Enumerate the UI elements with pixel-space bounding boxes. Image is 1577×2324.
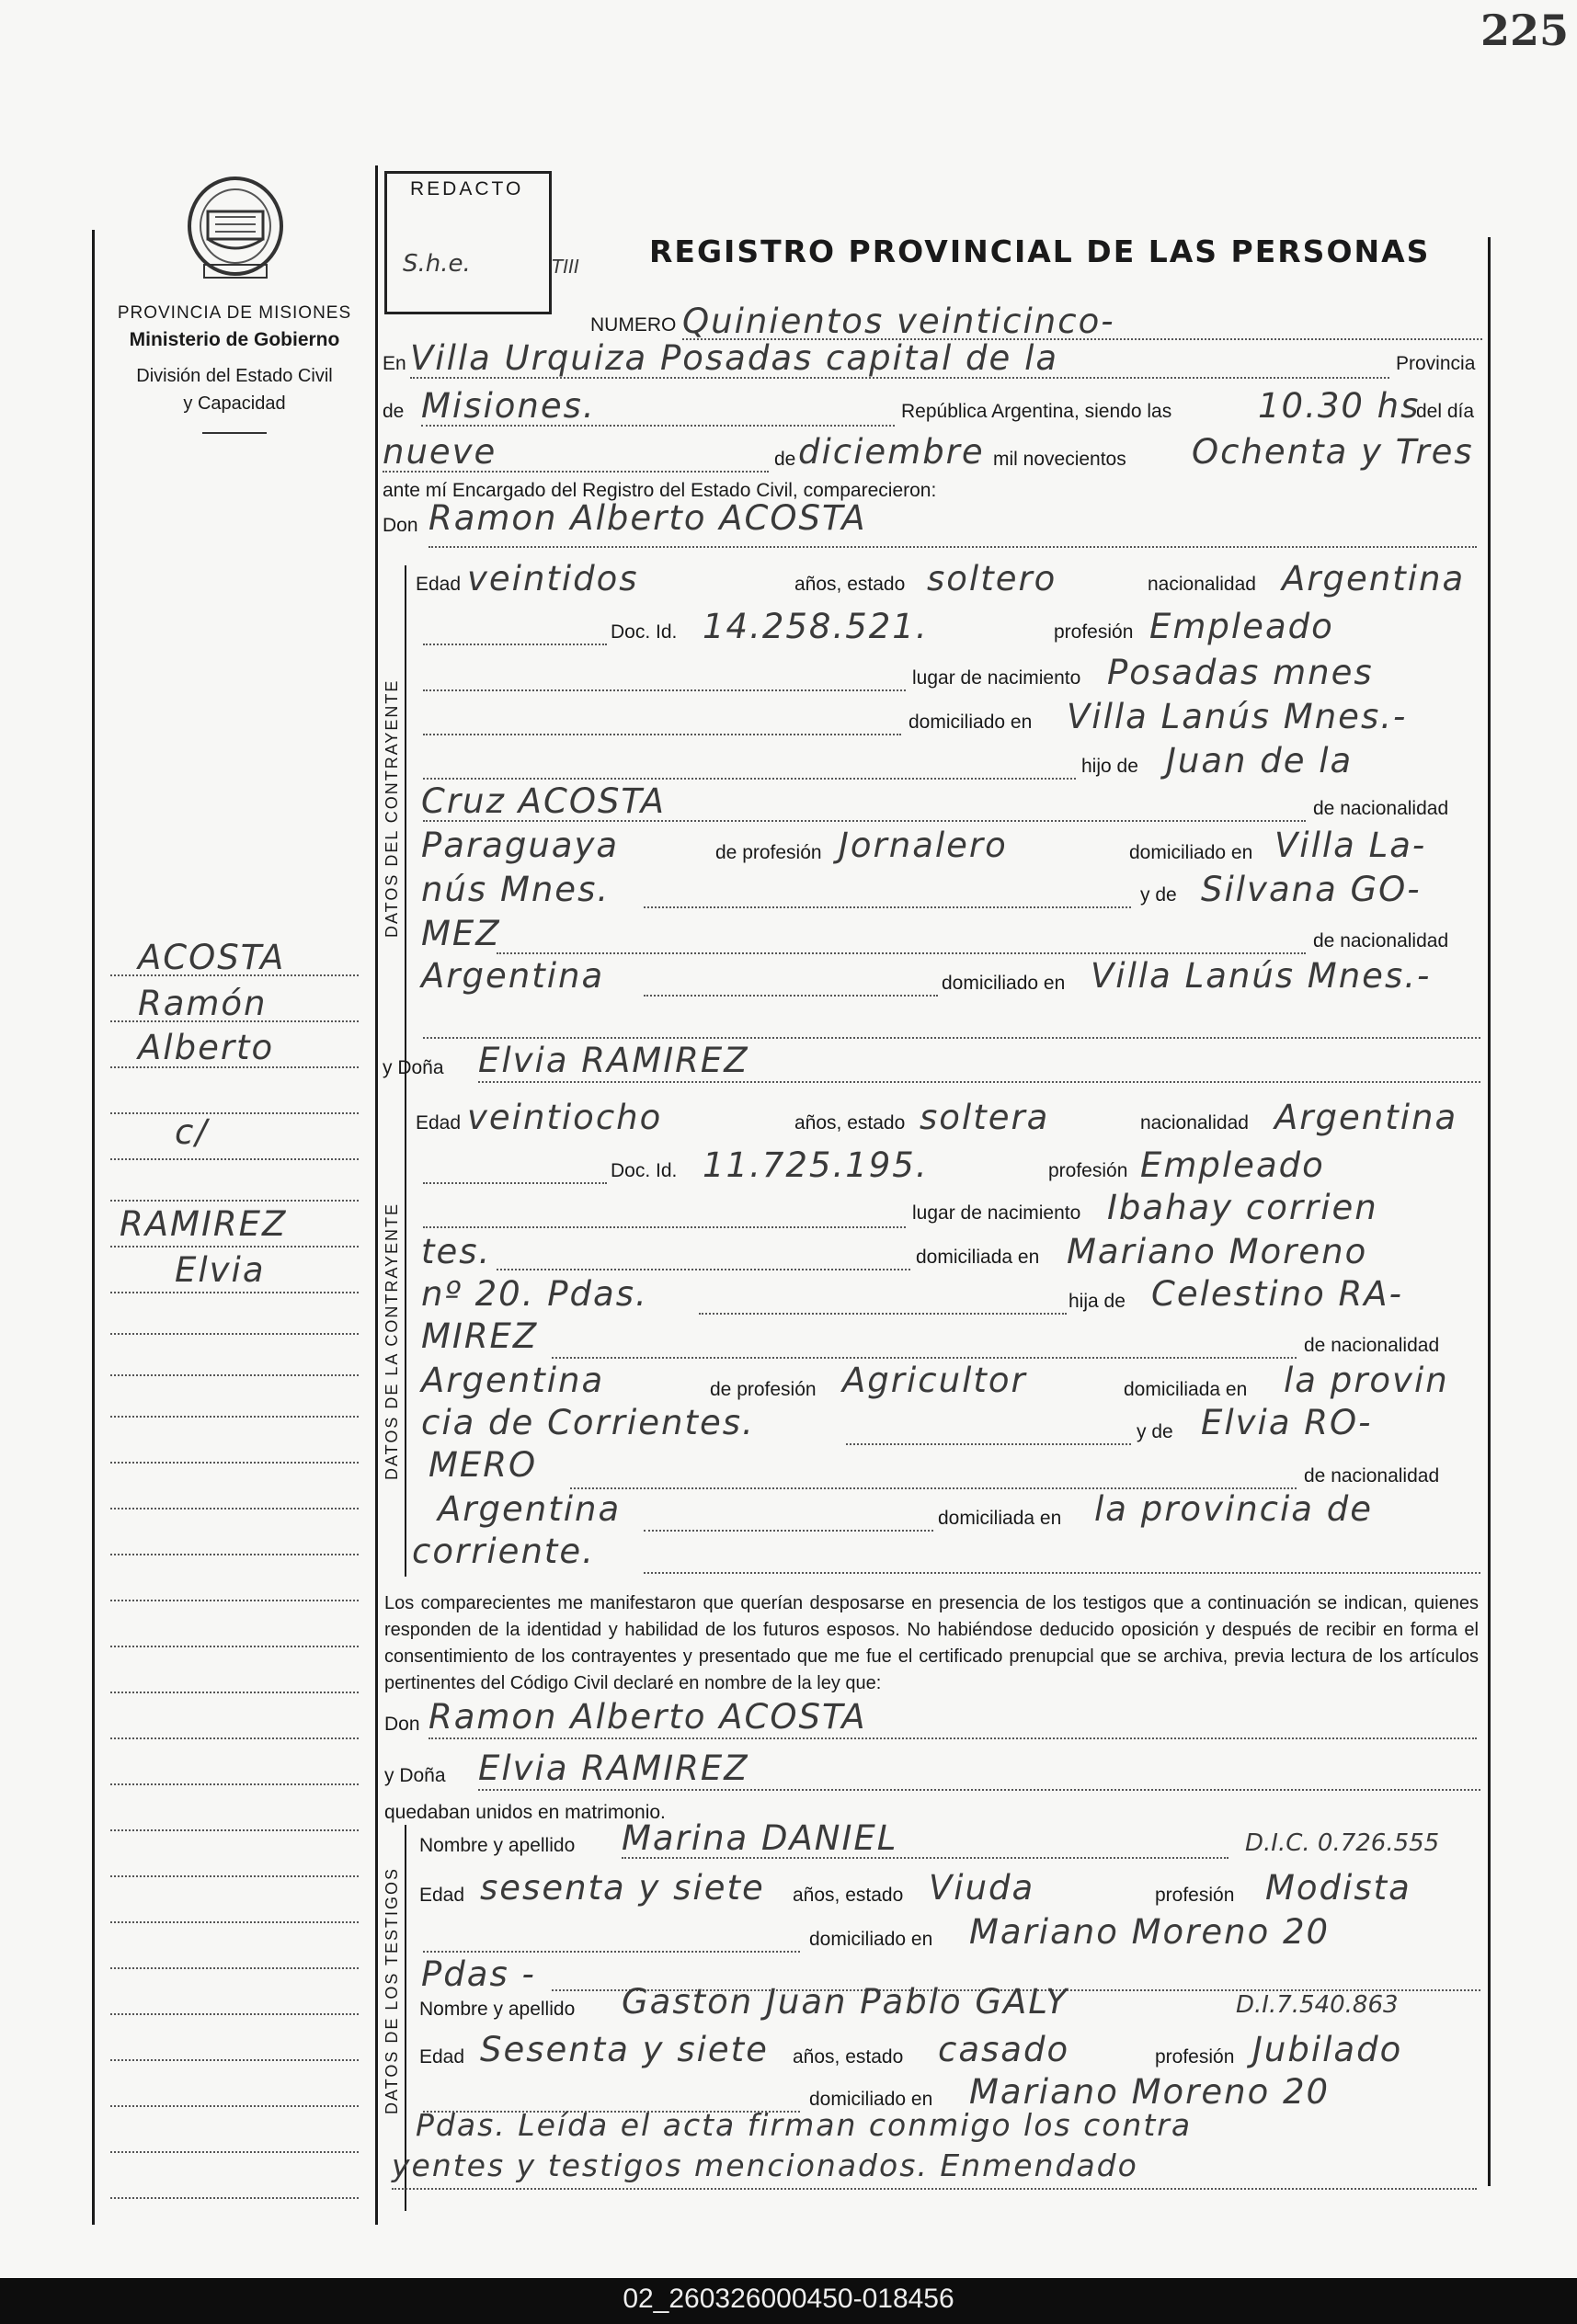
page-title: REGISTRO PROVINCIAL DE LAS PERSONAS bbox=[649, 234, 1431, 269]
w1-edad: sesenta y siete bbox=[480, 1868, 765, 1908]
don-label: Don bbox=[383, 515, 418, 536]
w1-name-rule bbox=[622, 1857, 1228, 1859]
groom-prof-label: profesión bbox=[1054, 621, 1134, 643]
decl-dona-label: y Doña bbox=[384, 1765, 446, 1786]
mil-label: mil novecientos bbox=[993, 449, 1126, 470]
groom-madre-domic-label: domiciliado en bbox=[942, 973, 1066, 994]
declaration-paragraph: Los comparecientes me manifestaron que querían desposarse en presencia de los testigos que a continuación se indican, quienes responden de la identidad y habilidad de los futuros esposos. No habiéndose deducido oposición y después de recibir en forma el consentimiento de los contrayentes y presentado que me fue el certificado prenupcial que se archiva, previa lectura de los artículos pertinentes del Código Civil declaré en nombre de la ley que: bbox=[384, 1593, 1479, 1693]
w2-prof-label: profesión bbox=[1155, 2046, 1235, 2068]
margin-bride-surname: RAMIREZ bbox=[120, 1204, 288, 1244]
bride-hija-label: hija de bbox=[1068, 1291, 1126, 1312]
groom-padre-rule bbox=[423, 820, 1306, 822]
bride-dona-value: Elvia RAMIREZ bbox=[478, 1041, 749, 1080]
division-label-1: División del Estado Civil bbox=[136, 366, 333, 386]
bride-end-rule bbox=[644, 1572, 1480, 1574]
bride-padre-prof: Agricultor bbox=[842, 1361, 1027, 1400]
bride-padre-prof-label: de profesión bbox=[710, 1379, 817, 1400]
bride-section-label: DATOS DE LA CONTRAYENTE bbox=[383, 1202, 401, 1480]
bride-padre-domic1: la provin bbox=[1284, 1361, 1449, 1400]
groom-prof-value: Empleado bbox=[1149, 607, 1334, 646]
w2-domic: Mariano Moreno 20 bbox=[969, 2072, 1331, 2112]
w1-domic-rule bbox=[423, 1951, 800, 1953]
w1-domic2: Pdas - bbox=[421, 1954, 536, 1994]
w2-domic-label: domiciliado en bbox=[809, 2089, 933, 2110]
header-divider bbox=[202, 432, 267, 434]
groom-madre-value2: MEZ bbox=[421, 914, 501, 953]
groom-lugar-rule bbox=[423, 689, 906, 691]
redacto-label: REDACTO bbox=[410, 178, 524, 199]
bride-lugar-rule bbox=[423, 1226, 906, 1228]
groom-hijo-rule bbox=[423, 778, 1076, 780]
groom-madre-value1: Silvana GO- bbox=[1201, 870, 1422, 909]
decl-dona-value: Elvia RAMIREZ bbox=[478, 1749, 749, 1788]
w2-name: Gaston Juan Pablo GALY bbox=[622, 1982, 1069, 2022]
ante-text: ante mí Encargado del Registro del Estado Civil, comparecieron: bbox=[383, 480, 937, 501]
redacto-initials: S.h.e. bbox=[403, 250, 471, 278]
bride-dona-rule bbox=[478, 1081, 1480, 1083]
page-number: 225 bbox=[1480, 6, 1570, 55]
closing-rule bbox=[392, 2188, 1477, 2190]
groom-nac-value: Argentina bbox=[1282, 559, 1466, 598]
bride-hija-rule bbox=[699, 1313, 1067, 1315]
bride-domic-rule bbox=[497, 1269, 910, 1270]
groom-ydemadre-rule bbox=[644, 906, 1131, 908]
groom-madre-rule bbox=[497, 952, 1306, 954]
groom-nac-label: nacionalidad bbox=[1148, 574, 1256, 595]
groom-edad-label: Edad bbox=[416, 574, 462, 595]
dia-rule bbox=[383, 471, 769, 473]
groom-anios-label: años, estado bbox=[794, 574, 906, 595]
groom-doc-value: 14.258.521. bbox=[703, 607, 929, 646]
division-label-2: y Capacidad bbox=[183, 393, 286, 414]
w2-edad: Sesenta y siete bbox=[480, 2030, 769, 2069]
w1-edad-label: Edad bbox=[419, 1885, 465, 1906]
left-margin-rule bbox=[92, 230, 95, 2225]
bride-madre-value1: Elvia RO- bbox=[1201, 1403, 1373, 1442]
bride-madre-domic1: la provincia de bbox=[1094, 1489, 1373, 1529]
don-rule bbox=[429, 546, 1477, 548]
groom-padre-value2: Cruz ACOSTA bbox=[421, 781, 666, 821]
bride-padre-domic2: cia de Corrientes. bbox=[421, 1403, 755, 1442]
groom-domic-rule bbox=[423, 734, 901, 735]
bride-estado-value: soltera bbox=[920, 1098, 1050, 1137]
groom-edad-value: veintidos bbox=[467, 559, 639, 598]
groom-padre-domic1: Villa La- bbox=[1274, 826, 1427, 865]
anio-value: Ochenta y Tres bbox=[1192, 432, 1474, 472]
bride-padre-domic-label: domiciliada en bbox=[1124, 1379, 1248, 1400]
groom-domic-value: Villa Lanús Mnes.- bbox=[1067, 697, 1408, 736]
groom-lugar-label: lugar de nacimiento bbox=[912, 667, 1081, 689]
bride-prof-value: Empleado bbox=[1140, 1145, 1325, 1185]
bride-anios-label: años, estado bbox=[794, 1112, 906, 1134]
groom-padre-value1: Juan de la bbox=[1166, 741, 1354, 780]
witnesses-section-label: DATOS DE LOS TESTIGOS bbox=[383, 1866, 401, 2114]
groom-domic-label: domiciliado en bbox=[908, 712, 1033, 733]
w2-nombre-label: Nombre y apellido bbox=[419, 1999, 576, 2020]
provincia-label: Provincia bbox=[1396, 353, 1476, 374]
w2-edad-label: Edad bbox=[419, 2046, 465, 2068]
bride-madre-nac: Argentina bbox=[438, 1489, 622, 1529]
en-rule bbox=[410, 377, 1389, 379]
en-label: En bbox=[383, 353, 406, 374]
mes-value: diciembre bbox=[798, 432, 985, 472]
groom-madre-nac-label: de nacionalidad bbox=[1313, 930, 1449, 951]
de2-label: de bbox=[774, 449, 796, 470]
footer-id: 02_260326000450-018456 bbox=[623, 2284, 954, 2314]
bride-nac-value: Argentina bbox=[1274, 1098, 1458, 1137]
del-dia-label: del día bbox=[1416, 401, 1475, 422]
de-value: Misiones. bbox=[421, 386, 596, 426]
w1-estado: Viuda bbox=[929, 1868, 1035, 1908]
groom-padre-nac: Paraguaya bbox=[421, 826, 620, 865]
bride-doc-rule bbox=[423, 1182, 607, 1184]
bride-y-dona-label: y Doña bbox=[383, 1057, 444, 1078]
bride-doc-label: Doc. Id. bbox=[611, 1160, 678, 1181]
bride-padre-value2: MIREZ bbox=[421, 1316, 539, 1356]
numero-label: NUMERO bbox=[590, 314, 677, 336]
decl-don-label: Don bbox=[384, 1714, 420, 1735]
bride-domic-value1: Mariano Moreno bbox=[1067, 1232, 1368, 1271]
de-label: de bbox=[383, 401, 405, 422]
w2-anios-label: años, estado bbox=[793, 2046, 904, 2068]
en-value: Villa Urquiza Posadas capital de la bbox=[410, 338, 1059, 378]
republica-label: República Argentina, siendo las bbox=[901, 401, 1172, 422]
w2-prof: Jubilado bbox=[1252, 2030, 1403, 2069]
margin-groom-name1: Ramón bbox=[138, 984, 268, 1023]
bride-doc-value: 11.725.195. bbox=[703, 1145, 929, 1185]
w1-nombre-label: Nombre y apellido bbox=[419, 1835, 576, 1856]
groom-doc-rule bbox=[423, 644, 607, 645]
groom-y-de-label: y de bbox=[1140, 884, 1177, 906]
province-label: PROVINCIA DE MISIONES bbox=[117, 303, 352, 323]
hora-value: 10.30 hs bbox=[1258, 386, 1421, 426]
groom-padre-prof-label: de profesión bbox=[715, 842, 822, 863]
bride-lugar-label: lugar de nacimiento bbox=[912, 1202, 1081, 1224]
groom-estado-value: soltero bbox=[927, 559, 1057, 598]
don-value: Ramon Alberto ACOSTA bbox=[429, 498, 867, 538]
w1-prof-label: profesión bbox=[1155, 1885, 1235, 1906]
margin-groom-surname: ACOSTA bbox=[138, 938, 286, 977]
bride-ydemadre-rule bbox=[846, 1443, 1131, 1445]
decl-don-value: Ramon Alberto ACOSTA bbox=[429, 1697, 867, 1737]
closing-line-1: Pdas. Leída el acta firman conmigo los contra bbox=[416, 2107, 1193, 2143]
redacto-extra: TIII bbox=[552, 256, 579, 278]
margin-conj: c/ bbox=[175, 1112, 209, 1152]
form-left-rule bbox=[375, 165, 378, 2225]
groom-padre-domic-label: domiciliado en bbox=[1129, 842, 1253, 863]
groom-madre-domic-rule bbox=[644, 995, 938, 997]
groom-end-rule bbox=[423, 1037, 1480, 1039]
bride-lugar-value2: tes. bbox=[421, 1232, 492, 1271]
w1-domic-label: domiciliado en bbox=[809, 1929, 933, 1950]
groom-padre-prof: Jornalero bbox=[839, 826, 1008, 865]
bride-madre-domic-rule bbox=[644, 1530, 933, 1532]
groom-section-label: DATOS DEL CONTRAYENTE bbox=[383, 678, 401, 938]
margin-groom-name2: Alberto bbox=[138, 1028, 275, 1067]
bride-prof-label: profesión bbox=[1048, 1160, 1128, 1181]
bride-madre-domic-label: domiciliada en bbox=[938, 1508, 1062, 1529]
numero-value: Quinientos veinticinco- bbox=[682, 302, 1115, 341]
w1-domic1: Mariano Moreno 20 bbox=[969, 1912, 1331, 1952]
decl-don-rule bbox=[429, 1737, 1477, 1739]
groom-padre-nac-label: de nacionalidad bbox=[1313, 798, 1449, 819]
bride-padre-rule bbox=[552, 1357, 1297, 1359]
dia-value: nueve bbox=[383, 432, 497, 472]
bride-padre-nac-label: de nacionalidad bbox=[1304, 1335, 1440, 1356]
bride-padre-value1: Celestino RA- bbox=[1151, 1274, 1403, 1314]
bride-padre-nac: Argentina bbox=[421, 1361, 605, 1400]
bride-domic-label: domiciliada en bbox=[916, 1247, 1040, 1268]
bride-madre-nac-label: de nacionalidad bbox=[1304, 1465, 1440, 1487]
w1-name: Marina DANIEL bbox=[622, 1818, 898, 1858]
provincial-seal-icon bbox=[184, 173, 287, 285]
closing-line-2: yentes y testigos mencionados. Enmendado bbox=[392, 2147, 1138, 2183]
form-right-rule bbox=[1488, 237, 1491, 2186]
margin-bride-name: Elvia bbox=[175, 1250, 266, 1290]
groom-padre-domic2: nús Mnes. bbox=[421, 870, 611, 909]
bride-y-de-label: y de bbox=[1137, 1421, 1173, 1442]
w1-anios-label: años, estado bbox=[793, 1885, 904, 1906]
groom-doc-label: Doc. Id. bbox=[611, 621, 678, 643]
groom-madre-domic: Villa Lanús Mnes.- bbox=[1091, 956, 1432, 996]
groom-lugar-value: Posadas mnes bbox=[1107, 653, 1374, 692]
bride-edad-value: veintiocho bbox=[467, 1098, 663, 1137]
decl-dona-rule bbox=[478, 1789, 1480, 1791]
groom-madre-nac: Argentina bbox=[421, 956, 605, 996]
w2-estado: casado bbox=[938, 2030, 1070, 2069]
w1-doc: D.I.C. 0.726.555 bbox=[1245, 1829, 1440, 1857]
ministry-label: Ministerio de Gobierno bbox=[129, 329, 340, 350]
bride-nac-label: nacionalidad bbox=[1140, 1112, 1249, 1134]
decl-unidos: quedaban unidos en matrimonio. bbox=[384, 1802, 666, 1823]
bride-edad-label: Edad bbox=[416, 1112, 462, 1134]
bride-madre-domic2: corriente. bbox=[412, 1532, 595, 1571]
groom-hijo-label: hijo de bbox=[1081, 756, 1138, 777]
de-rule bbox=[421, 425, 895, 427]
bride-madre-value2: MERO bbox=[429, 1445, 538, 1485]
w2-doc: D.I.7.540.863 bbox=[1236, 1991, 1399, 2019]
bride-domic-value2: nº 20. Pdas. bbox=[421, 1274, 648, 1314]
w1-prof: Modista bbox=[1265, 1868, 1411, 1908]
bride-lugar-value1: Ibahay corrien bbox=[1107, 1188, 1378, 1227]
